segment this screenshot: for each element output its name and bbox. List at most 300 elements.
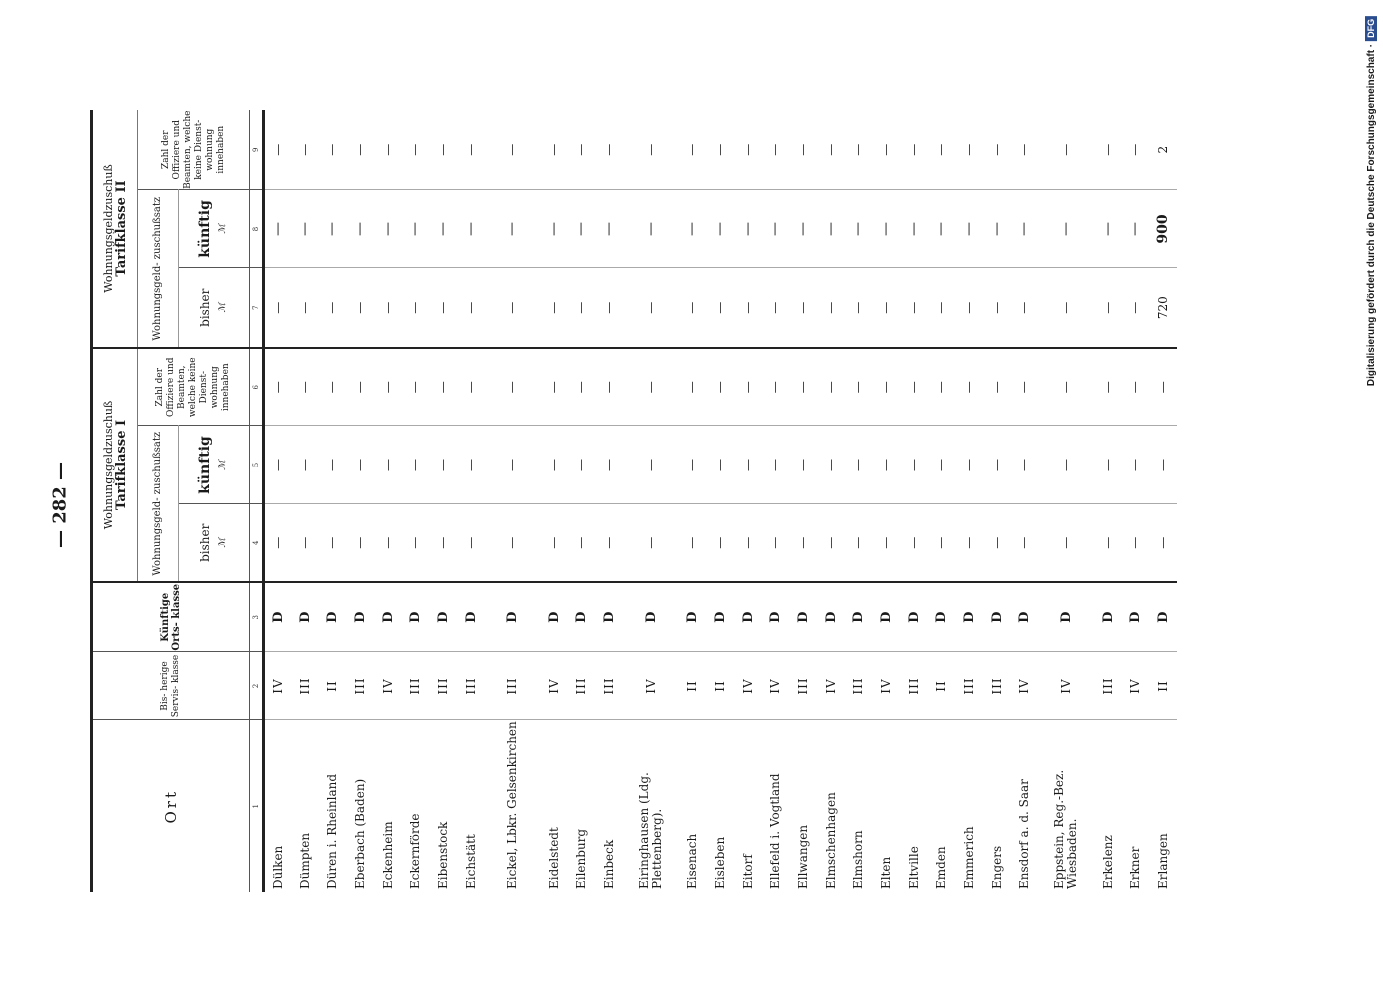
row-ortsklasse-cell: D <box>707 582 735 652</box>
row-z2-cell: — <box>596 110 624 190</box>
row-k2-cell: — <box>707 190 735 268</box>
row-ort-cell <box>264 720 292 892</box>
row-ort-cell <box>707 720 735 892</box>
row-k1-cell: — <box>956 426 984 504</box>
dfg-logo: DFG <box>1365 16 1377 41</box>
row-ort-cell <box>845 720 873 892</box>
row-b2-cell: — <box>790 268 818 348</box>
row-ortsklasse-cell: D <box>734 582 762 652</box>
row-b2-cell: — <box>1094 268 1122 348</box>
row-k2-cell: — <box>817 190 845 268</box>
row-b1-cell: — <box>1011 504 1039 582</box>
row-ort-name: Ellefeld i. Vogtland <box>768 773 783 889</box>
row-b2-cell: — <box>983 268 1011 348</box>
row-z2-cell: — <box>319 110 347 190</box>
header-kuenftig-1 <box>179 426 250 504</box>
header-bisherige-servisklasse: Bis- herige Servis- klasse <box>92 652 250 720</box>
table-row <box>1011 110 1039 892</box>
table-row <box>956 110 984 892</box>
header-bisher-1 <box>179 504 250 582</box>
table-row <box>928 110 956 892</box>
row-ortsklasse-cell: D <box>347 582 375 652</box>
row-z2-cell: — <box>928 110 956 190</box>
row-z1-cell: — <box>457 348 485 426</box>
row-k1-cell: — <box>928 426 956 504</box>
row-ortsklasse-cell: D <box>762 582 790 652</box>
row-z1-cell: — <box>873 348 901 426</box>
row-b1-cell: — <box>457 504 485 582</box>
row-ort-name: Eiringhausen (Ldg. Plettenberg). <box>637 772 665 889</box>
row-z2-cell: — <box>790 110 818 190</box>
row-ortsklasse-cell: D <box>430 582 458 652</box>
row-ort-cell <box>928 720 956 892</box>
row-ort-cell <box>319 720 347 892</box>
row-b2-cell: — <box>485 268 540 348</box>
row-ort-cell <box>430 720 458 892</box>
row-k2-cell: — <box>319 190 347 268</box>
row-ort-name: Einbeck <box>602 839 617 889</box>
row-ortsklasse-cell: D <box>623 582 678 652</box>
row-z1-cell: — <box>347 348 375 426</box>
row-z2-cell: — <box>873 110 901 190</box>
row-ort-cell <box>347 720 375 892</box>
row-b2-cell: — <box>319 268 347 348</box>
unit-mark: ℳ <box>218 302 228 313</box>
row-ort-name: Eickel, Lbkr. Gelsenkirchen <box>505 721 520 889</box>
row-z2-cell: — <box>900 110 928 190</box>
row-b1-cell: — <box>540 504 568 582</box>
row-z2-cell: — <box>374 110 402 190</box>
row-k1-cell: — <box>291 426 319 504</box>
row-z1-cell: — <box>264 348 292 426</box>
row-b2-cell: — <box>430 268 458 348</box>
row-b2-cell: — <box>734 268 762 348</box>
row-servis-cell: IV <box>817 652 845 720</box>
row-ort-name: Emden <box>934 846 949 889</box>
row-k1-cell: — <box>1122 426 1150 504</box>
table-row <box>319 110 347 892</box>
row-z2-cell: — <box>1094 110 1122 190</box>
table-body <box>264 110 1178 892</box>
row-b1-cell: — <box>956 504 984 582</box>
row-b1-cell: — <box>430 504 458 582</box>
row-z2-cell: — <box>540 110 568 190</box>
row-ortsklasse-cell: D <box>817 582 845 652</box>
row-k1-cell: — <box>485 426 540 504</box>
table-row <box>1094 110 1122 892</box>
row-k2-cell: — <box>983 190 1011 268</box>
table-row <box>679 110 707 892</box>
row-servis-cell: II <box>1150 652 1178 720</box>
row-servis-cell: III <box>402 652 430 720</box>
row-servis-cell: III <box>983 652 1011 720</box>
row-servis-cell: IV <box>1122 652 1150 720</box>
row-k1-cell: — <box>983 426 1011 504</box>
row-b1-cell: — <box>928 504 956 582</box>
row-b1-cell: — <box>679 504 707 582</box>
row-k1-cell: — <box>1011 426 1039 504</box>
row-ortsklasse-cell: D <box>568 582 596 652</box>
column-number-row <box>250 110 264 892</box>
row-b2-cell: — <box>817 268 845 348</box>
row-z2-cell: — <box>291 110 319 190</box>
row-ort-name: Elmshorn <box>851 830 866 889</box>
tk2-title: Wohnungsgeldzuschuß <box>102 164 115 293</box>
row-z1-cell: — <box>707 348 735 426</box>
row-b1-cell: — <box>900 504 928 582</box>
row-ortsklasse-cell: D <box>374 582 402 652</box>
row-k1-cell: — <box>817 426 845 504</box>
row-k2-cell: — <box>956 190 984 268</box>
row-z2-cell: — <box>402 110 430 190</box>
row-k2-cell: — <box>1039 190 1094 268</box>
row-servis-cell: II <box>928 652 956 720</box>
row-ortsklasse-cell: D <box>540 582 568 652</box>
row-ort-name: Eckenheim <box>380 821 395 889</box>
row-k2-cell: — <box>568 190 596 268</box>
table-row <box>264 110 292 892</box>
row-z2-cell: — <box>734 110 762 190</box>
unit-mark: ℳ <box>218 537 228 548</box>
row-b1-cell: — <box>845 504 873 582</box>
header-satz-2: Wohnungsgeld- zuschußsatz <box>138 190 179 348</box>
col-number: 5 <box>250 426 264 504</box>
row-servis-cell: IV <box>1039 652 1094 720</box>
row-k2-cell: — <box>1094 190 1122 268</box>
row-z2-cell: — <box>1039 110 1094 190</box>
row-servis-cell: III <box>485 652 540 720</box>
table-row <box>402 110 430 892</box>
row-ortsklasse-cell: D <box>1039 582 1094 652</box>
col-number: 8 <box>250 190 264 268</box>
tk2-name: Tarifklasse II <box>114 180 129 277</box>
row-z1-cell: — <box>900 348 928 426</box>
row-k1-cell: — <box>707 426 735 504</box>
row-ort-cell <box>900 720 928 892</box>
row-b1-cell: — <box>485 504 540 582</box>
row-z1-cell: — <box>540 348 568 426</box>
row-ortsklasse-cell: D <box>956 582 984 652</box>
table-header <box>92 110 264 892</box>
table-row <box>374 110 402 892</box>
row-k1-cell: — <box>790 426 818 504</box>
row-ort-cell <box>623 720 678 892</box>
credit-text: Digitalisierung gefördert durch die Deutsche Forschungsgemeinschaft · <box>1366 43 1377 387</box>
row-z1-cell: — <box>817 348 845 426</box>
row-k2-cell: 900 <box>1150 190 1178 268</box>
row-z1-cell: — <box>596 348 624 426</box>
row-z1-cell: — <box>1122 348 1150 426</box>
row-ort-name: Eibenstock <box>435 821 450 889</box>
table-row <box>983 110 1011 892</box>
col-number: 7 <box>250 268 264 348</box>
tk1-name: Tarifklasse I <box>114 419 129 511</box>
row-ort-cell <box>790 720 818 892</box>
row-servis-cell: III <box>956 652 984 720</box>
row-ort-cell <box>540 720 568 892</box>
row-b2-cell: — <box>264 268 292 348</box>
row-z1-cell: — <box>956 348 984 426</box>
row-k2-cell: — <box>374 190 402 268</box>
table-row <box>568 110 596 892</box>
row-k2-cell: — <box>873 190 901 268</box>
row-z2-cell: — <box>347 110 375 190</box>
header-satz-1: Wohnungsgeld- zuschußsatz <box>138 426 179 582</box>
row-ort-cell <box>568 720 596 892</box>
row-ort-cell <box>734 720 762 892</box>
table-row <box>900 110 928 892</box>
row-ort-name: Dülken <box>270 845 285 889</box>
row-z1-cell: — <box>1150 348 1178 426</box>
header-kuenftige-ortsklasse: Künftige Orts- klasse <box>92 582 250 652</box>
row-b1-cell: — <box>873 504 901 582</box>
row-ort-cell <box>679 720 707 892</box>
row-b2-cell: — <box>291 268 319 348</box>
row-ort-name: Ensdorf a. d. Saar <box>1017 779 1032 889</box>
row-ort-cell <box>1011 720 1039 892</box>
unit-mark: ℳ <box>218 460 228 470</box>
rotated-table-container <box>90 110 1180 892</box>
row-servis-cell: IV <box>264 652 292 720</box>
row-ortsklasse-cell: D <box>596 582 624 652</box>
row-z1-cell: — <box>291 348 319 426</box>
row-z1-cell: — <box>374 348 402 426</box>
row-ort-name: Düren i. Rheinland <box>325 773 340 889</box>
row-ortsklasse-cell: D <box>291 582 319 652</box>
row-k2-cell: — <box>430 190 458 268</box>
row-k1-cell: — <box>319 426 347 504</box>
row-k2-cell: — <box>734 190 762 268</box>
row-b1-cell: — <box>983 504 1011 582</box>
row-z2-cell: — <box>430 110 458 190</box>
row-ort-cell <box>402 720 430 892</box>
row-b2-cell: — <box>596 268 624 348</box>
row-ortsklasse-cell: D <box>900 582 928 652</box>
row-z1-cell: — <box>1011 348 1039 426</box>
row-z1-cell: — <box>790 348 818 426</box>
row-k1-cell: — <box>540 426 568 504</box>
row-ort-cell <box>596 720 624 892</box>
table-row <box>485 110 540 892</box>
row-z2-cell: — <box>568 110 596 190</box>
col-number: 6 <box>250 348 264 426</box>
row-ortsklasse-cell: D <box>264 582 292 652</box>
row-b2-cell: — <box>900 268 928 348</box>
row-k2-cell: — <box>1122 190 1150 268</box>
row-k1-cell: — <box>596 426 624 504</box>
row-b2-cell: — <box>540 268 568 348</box>
row-ort-cell <box>956 720 984 892</box>
row-k2-cell: — <box>596 190 624 268</box>
row-ortsklasse-cell: D <box>983 582 1011 652</box>
row-servis-cell: III <box>596 652 624 720</box>
header-kuenftig-2 <box>179 190 250 268</box>
row-ort-cell <box>983 720 1011 892</box>
table-row <box>430 110 458 892</box>
row-ort-name: Dümpten <box>297 832 312 889</box>
row-z2-cell: — <box>1011 110 1039 190</box>
row-z1-cell: — <box>485 348 540 426</box>
row-ortsklasse-cell: D <box>1122 582 1150 652</box>
row-servis-cell: III <box>568 652 596 720</box>
row-b1-cell: — <box>264 504 292 582</box>
row-servis-cell: IV <box>762 652 790 720</box>
row-k2-cell: — <box>540 190 568 268</box>
row-ort-cell <box>873 720 901 892</box>
row-b1-cell: — <box>1122 504 1150 582</box>
row-k2-cell: — <box>402 190 430 268</box>
row-k2-cell: — <box>291 190 319 268</box>
row-z1-cell: — <box>762 348 790 426</box>
row-z2-cell: — <box>623 110 678 190</box>
row-ort-name: Eppstein, Reg.-Bez. Wiesbaden. <box>1052 769 1080 889</box>
header-ort: Ort <box>92 720 250 892</box>
row-ort-name: Emmerich <box>962 826 977 889</box>
row-b2-cell: — <box>928 268 956 348</box>
row-z2-cell: — <box>485 110 540 190</box>
row-k1-cell: — <box>1039 426 1094 504</box>
row-k1-cell: — <box>374 426 402 504</box>
row-servis-cell: IV <box>734 652 762 720</box>
row-z2-cell: — <box>679 110 707 190</box>
row-b2-cell: — <box>707 268 735 348</box>
row-ort-cell <box>817 720 845 892</box>
row-k2-cell: — <box>845 190 873 268</box>
row-b1-cell: — <box>1039 504 1094 582</box>
row-z2-cell: — <box>264 110 292 190</box>
row-servis-cell: IV <box>540 652 568 720</box>
row-servis-cell: II <box>707 652 735 720</box>
bisher-2-label: bisher <box>198 288 212 327</box>
row-k2-cell: — <box>457 190 485 268</box>
row-b2-cell: — <box>347 268 375 348</box>
row-ort-name: Eichstätt <box>463 834 478 889</box>
table-row <box>817 110 845 892</box>
row-z2-cell: — <box>956 110 984 190</box>
table-row <box>762 110 790 892</box>
col-number: 9 <box>250 110 264 190</box>
row-ortsklasse-cell: D <box>873 582 901 652</box>
row-ortsklasse-cell: D <box>402 582 430 652</box>
row-k2-cell: — <box>264 190 292 268</box>
row-b1-cell: — <box>623 504 678 582</box>
row-ort-name: Engers <box>989 845 1004 889</box>
row-k2-cell: — <box>790 190 818 268</box>
row-ort-name: Ellwangen <box>795 824 810 889</box>
kuenftig-2-label: künftig <box>197 200 213 258</box>
table-row <box>291 110 319 892</box>
row-k1-cell: — <box>845 426 873 504</box>
row-servis-cell: III <box>291 652 319 720</box>
row-k2-cell: — <box>679 190 707 268</box>
row-k1-cell: — <box>1150 426 1178 504</box>
bisher-1-label: bisher <box>198 523 212 562</box>
table-area <box>90 110 1180 892</box>
col-number: 4 <box>250 504 264 582</box>
row-b1-cell: — <box>402 504 430 582</box>
row-b2-cell: — <box>374 268 402 348</box>
row-z1-cell: — <box>1094 348 1122 426</box>
row-z2-cell: — <box>762 110 790 190</box>
table-row <box>1122 110 1150 892</box>
row-b2-cell: — <box>1122 268 1150 348</box>
row-ortsklasse-cell: D <box>1094 582 1122 652</box>
row-b1-cell: — <box>790 504 818 582</box>
row-k1-cell: — <box>264 426 292 504</box>
row-ort-name: Eckernförde <box>408 813 423 889</box>
row-b2-cell: — <box>956 268 984 348</box>
row-z1-cell: — <box>983 348 1011 426</box>
row-k1-cell: — <box>873 426 901 504</box>
table-row <box>707 110 735 892</box>
row-b2-cell: — <box>623 268 678 348</box>
col-number: 3 <box>250 582 264 652</box>
row-ort-name: Erkelenz <box>1100 835 1115 889</box>
row-ort-cell <box>1094 720 1122 892</box>
page-number-text: — 282 — <box>49 461 71 549</box>
table-row <box>347 110 375 892</box>
row-k1-cell: — <box>430 426 458 504</box>
header-zahl-2: Zahl der Offiziere und Beamten, welche keine Dienst- wohnung innehaben <box>138 110 250 190</box>
row-b1-cell: — <box>374 504 402 582</box>
row-b2-cell: — <box>1039 268 1094 348</box>
row-z1-cell: — <box>679 348 707 426</box>
header-tarifklasse-1 <box>92 348 138 582</box>
row-k2-cell: — <box>928 190 956 268</box>
row-k1-cell: — <box>623 426 678 504</box>
row-b2-cell: — <box>679 268 707 348</box>
row-servis-cell: IV <box>873 652 901 720</box>
row-ort-cell <box>485 720 540 892</box>
row-b2-cell: — <box>1011 268 1039 348</box>
row-ort-cell <box>291 720 319 892</box>
row-b1-cell: — <box>1150 504 1178 582</box>
row-k2-cell: — <box>485 190 540 268</box>
row-ort-cell <box>1150 720 1178 892</box>
table-row <box>623 110 678 892</box>
row-ort-cell <box>457 720 485 892</box>
row-b1-cell: — <box>347 504 375 582</box>
row-servis-cell: III <box>1094 652 1122 720</box>
row-servis-cell: IV <box>1011 652 1039 720</box>
row-z2-cell: — <box>983 110 1011 190</box>
row-servis-cell: IV <box>374 652 402 720</box>
row-b1-cell: — <box>568 504 596 582</box>
row-b1-cell: — <box>1094 504 1122 582</box>
row-ortsklasse-cell: D <box>319 582 347 652</box>
row-ort-name: Eisenach <box>685 833 700 889</box>
table-row <box>540 110 568 892</box>
row-b2-cell: — <box>457 268 485 348</box>
header-tarifklasse-2 <box>92 110 138 348</box>
row-servis-cell: III <box>430 652 458 720</box>
table-row <box>1039 110 1094 892</box>
row-b2-cell: 720 <box>1150 268 1178 348</box>
row-k2-cell: — <box>1011 190 1039 268</box>
row-ortsklasse-cell: D <box>790 582 818 652</box>
row-k2-cell: — <box>623 190 678 268</box>
row-k1-cell: — <box>679 426 707 504</box>
row-ort-name: Eltville <box>906 846 921 889</box>
row-ortsklasse-cell: D <box>457 582 485 652</box>
row-servis-cell: II <box>319 652 347 720</box>
row-ort-name: Erkner <box>1128 846 1143 889</box>
row-servis-cell: II <box>679 652 707 720</box>
row-ort-cell <box>374 720 402 892</box>
row-b2-cell: — <box>873 268 901 348</box>
row-z1-cell: — <box>928 348 956 426</box>
row-ortsklasse-cell: D <box>928 582 956 652</box>
